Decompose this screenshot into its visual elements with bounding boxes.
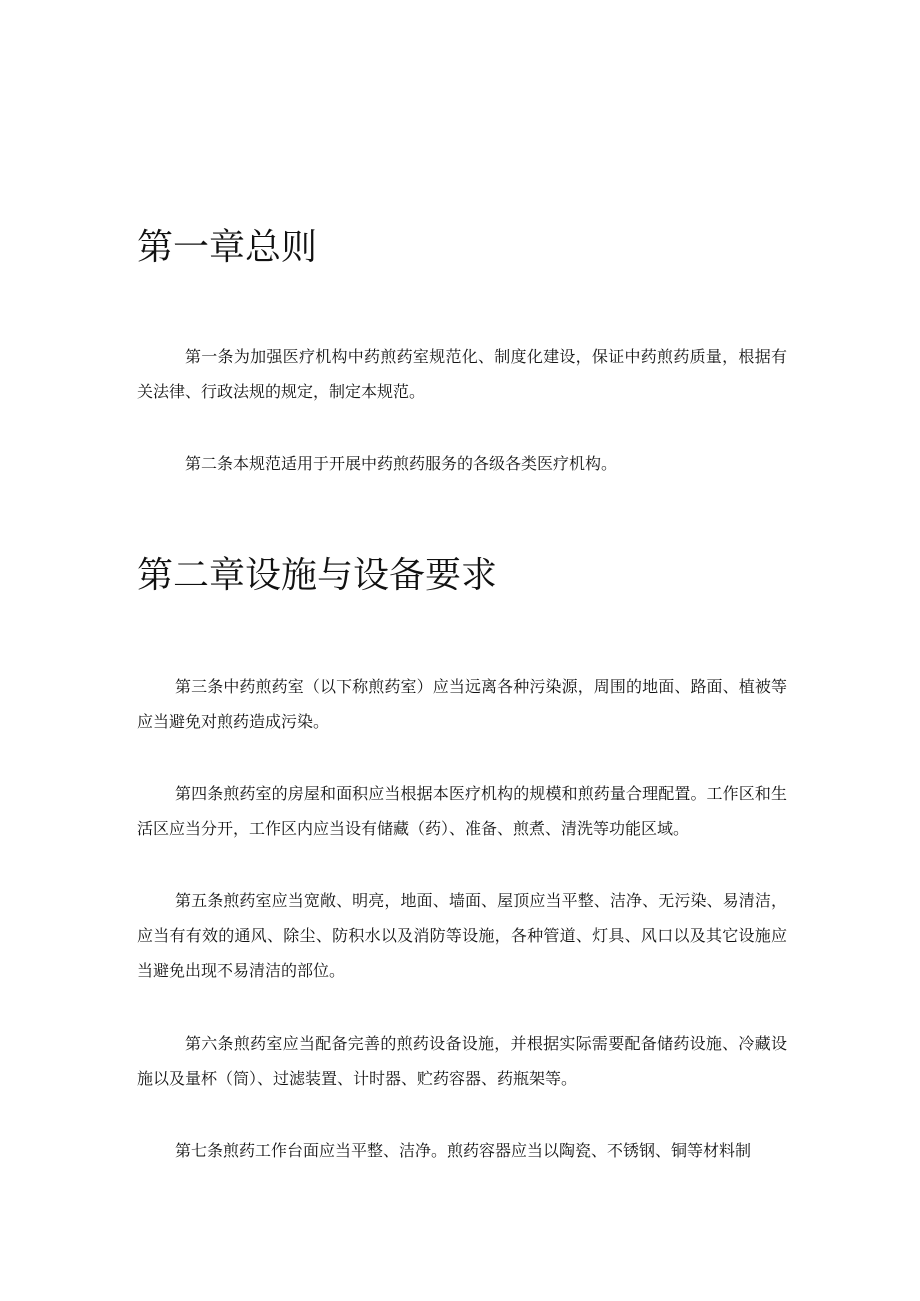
article-3: 第三条中药煎药室（以下称煎药室）应当远离各种污染源，周围的地面、路面、植被等应当避免对煎药造成污染。: [137, 677, 787, 731]
article-4: 第四条煎药室的房屋和面积应当根据本医疗机构的规模和煎药量合理配置。工作区和生活区应当分开，工作区内应当设有储藏（药）、准备、煎煮、清洗等功能区域。: [137, 784, 787, 838]
article-7: 第七条煎药工作台面应当平整、洁净。煎药容器应当以陶瓷、不锈钢、铜等材料制: [175, 1141, 752, 1160]
article-6: 第六条煎药室应当配备完善的煎药设备设施，并根据实际需要配备储药设施、冷藏设施以及量杯（筒）、过滤装置、计时器、贮药容器、药瓶架等。: [137, 1034, 787, 1088]
chapter-2-title: 第二章设施与设备要求: [137, 555, 498, 596]
chapter-1-title: 第一章总则: [137, 227, 318, 268]
article-5: 第五条煎药室应当宽敞、明亮，地面、墙面、屋顶应当平整、洁净、无污染、易清洁，应当有有效的通风、除尘、防积水以及消防等设施，各种管道、灯具、风口以及其它设施应当避免出现不易清洁的部位。: [137, 891, 787, 980]
article-1: 第一条为加强医疗机构中药煎药室规范化、制度化建设，保证中药煎药质量，根据有关法律、行政法规的规定，制定本规范。: [137, 347, 787, 401]
article-2: 第二条本规范适用于开展中药煎药服务的各级各类医疗机构。: [185, 454, 618, 473]
